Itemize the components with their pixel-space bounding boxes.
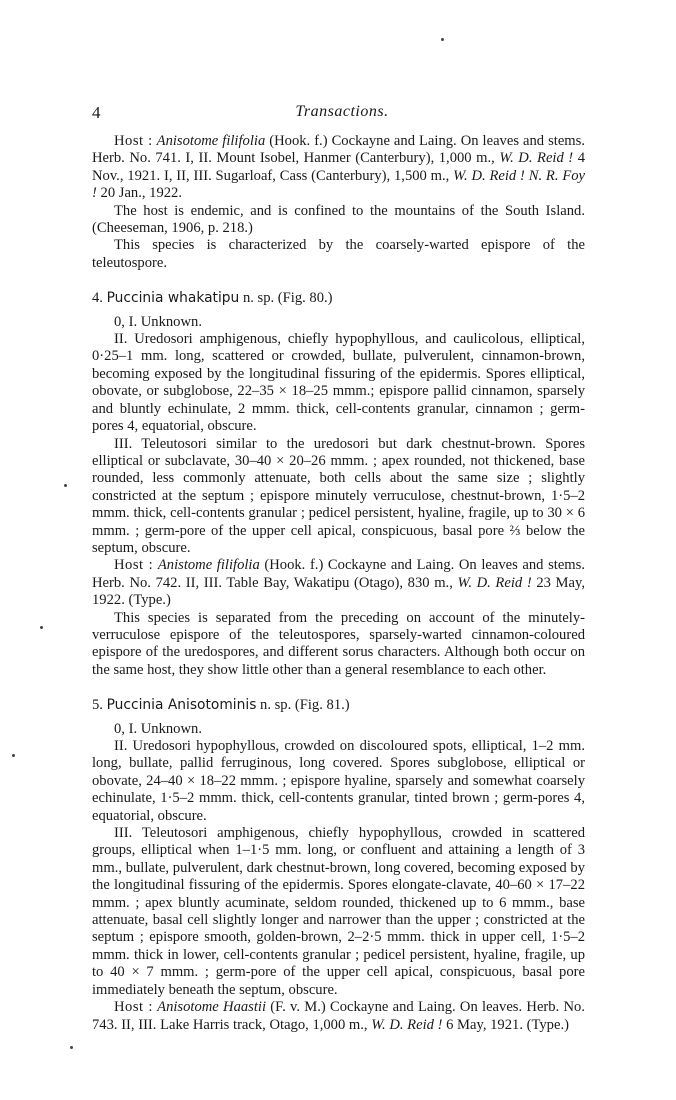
body-paragraph: III. Teleutosori similar to the uredosori but dark chestnut-brown. Spores elliptical or subclavate, 30–40 × 20–26 mmm. ; apex rounded, not thickened, base rounded, less commonly attenuate, both cells about the same size ; slightly constricted at the septum ; epispore minutely verruculose, chestnut-brown, 1·5–2 mmm. thick, cell-contents granular ; pedicel persistent, hyaline, fragile, up to 30 × 6 mmm. ; germ-pore of the upper cell apical, conspicuous, basal pore ⅔ below the septum, obscure. bbox=[92, 435, 585, 556]
scan-speck bbox=[40, 626, 43, 629]
scan-speck bbox=[12, 754, 15, 757]
body-paragraph: II. Uredosori amphigenous, chiefly hypophyllous, and caulicolous, elliptical, 0·25–1 mm. long, scattered or crowded, bullate, pulverulent, cinnamon-brown, becoming exposed by the longitudinal fissuring of the epidermis. Spores elliptical, obovate, or subglobose, 22–35 × 18–25 mmm.; epispore pallid cinnamon, sparsely and bluntly echinulate, 2 mmm. thick, cell-contents granular, cinnamon ; germ-pores 4, equatorial, obscure. bbox=[92, 331, 585, 435]
body-paragraph: 0, I. Unknown. bbox=[114, 313, 202, 330]
body-paragraph: This species is characterized by the coarsely-warted epispore of the teleutospore. bbox=[92, 237, 585, 271]
body-paragraph: The host is endemic, and is confined to the mountains of the South Island. (Cheeseman, 1906, p. 218.) bbox=[92, 202, 585, 237]
page-body bbox=[92, 133, 585, 1034]
scan-speck bbox=[441, 38, 444, 41]
host-paragraph: Host : Anistome filifolia (Hook. f.) Cockayne and Laing. On leaves and stems. Herb. No. 742. II, III. Table Bay, Wakatipu (Otago), 830 m., W. D. Reid ! 23 May, 1922. (Type.) bbox=[92, 557, 586, 609]
body-paragraph: III. Teleutosori amphigenous, chiefly hypophyllous, crowded in scattered groups, elliptical when 1–1·5 mm. long, or confluent and attaining a length of 3 mm., bullate, pulverulent, dark chestnut-brown, long covered, becoming exposed by the longitudinal fissuring of the epidermis. Spores elongate-clavate, 40–60 × 17–22 mmm. ; apex bluntly acuminate, seldom rounded, thickened up to 6 mmm., base attenuate, basal cell slightly longer and narrower than the upper ; constricted at the septum ; epispore smooth, golden-brown, 2–2·5 mmm. thick in upper cell, 1·5–2 mmm. thick in lower, cell-contents granular ; pedicel persistent, hyaline, fragile, up to 40 × 7 mmm. ; germ-pore of the upper cell apical, conspicuous, basal pore immediately beneath the septum, obscure. bbox=[92, 825, 585, 998]
host-paragraph: Host : Anisotome Haastii (F. v. M.) Cockayne and Laing. On leaves. Herb. No. 743. II, III. Lake Harris track, Otago, 1,000 m., W. D. Reid ! 6 May, 1921. (Type.) bbox=[92, 999, 585, 1033]
host-paragraph: Host : Anisotome filifolia (Hook. f.) Cockayne and Laing. On leaves and stems. Herb. No. 741. I, II. Mount Isobel, Hanmer (Canterbury), 1,000 m., W. D. Reid ! 4 Nov., 1921. I, II, III. Sugarloaf, Cass (Canterbury), 1,500 m., W. D. Reid ! N. R. Foy ! 20 Jan., 1922. bbox=[92, 133, 586, 202]
body-paragraph: 0, I. Unknown. bbox=[114, 720, 202, 737]
species-heading: 4. Puccinia whakatipu n. sp. (Fig. 80.) bbox=[92, 290, 333, 307]
scan-speck bbox=[70, 1046, 73, 1049]
scan-speck bbox=[64, 484, 67, 487]
page-header bbox=[92, 103, 592, 125]
page-number: 4 bbox=[92, 103, 101, 122]
running-title: Transactions. bbox=[295, 103, 389, 120]
body-paragraph: This species is separated from the preceding on account of the minutely-verruculose epispore of the teleutospores, sparsely-warted cinnamon-coloured epispore of the uredospores, and different sorus characters. Although both occur on the same host, they show little other than a general resemblance to each other. bbox=[92, 609, 585, 678]
body-paragraph: II. Uredosori hypophyllous, crowded on discoloured spots, elliptical, 1–2 mm. long, bullate, pallid ferruginous, long covered. Spores subglobose, elliptical or obovate, 24–40 × 18–22 mmm. ; epispore hyaline, sparsely and somewhat coarsely echinulate, 1·5–2 mmm. thick, cell-contents granular, tinted brown ; germ-pores 4, equatorial, obscure. bbox=[92, 738, 585, 824]
species-heading: 5. Puccinia Anisotominis n. sp. (Fig. 81.) bbox=[92, 697, 350, 714]
